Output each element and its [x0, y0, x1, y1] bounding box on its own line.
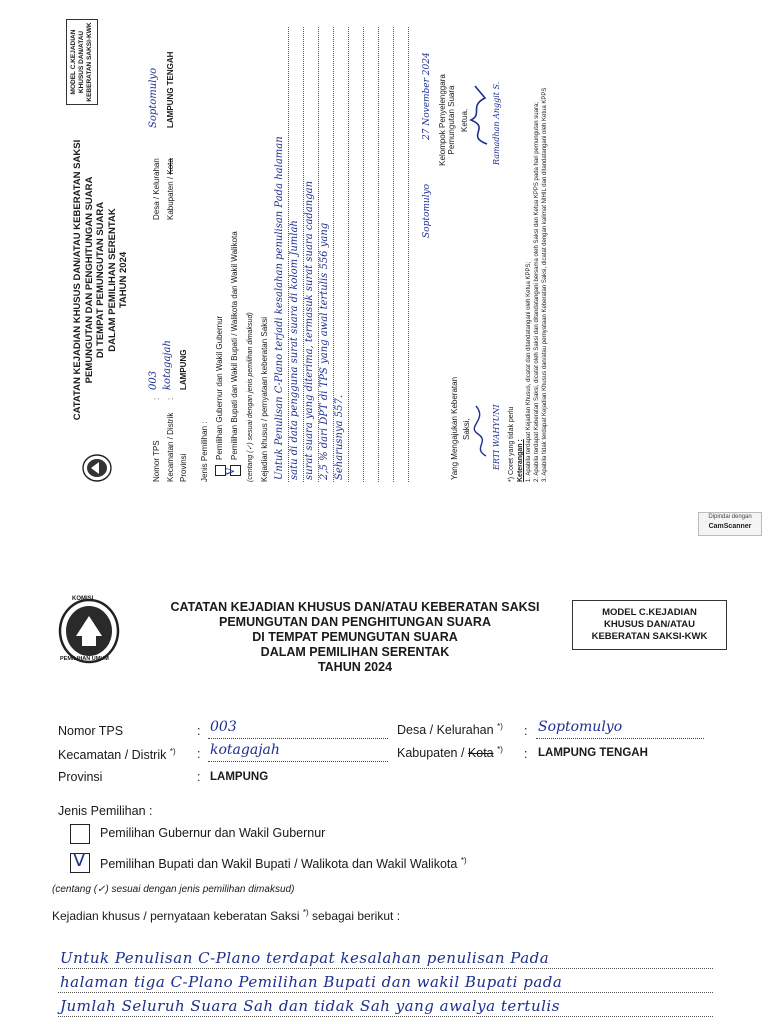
r-kejadian-label: Kejadian khusus / pernyataan keberatan Saksi: [260, 317, 269, 482]
write-line: [58, 992, 713, 993]
field-colon: :: [197, 724, 201, 738]
r-nomor-tps-label: Nomor TPS: [152, 440, 161, 482]
r-saksi-heading: Yang Mengajukan Keberatan: [450, 376, 459, 480]
r-saksi-name: ERTI WAHYUNI: [492, 404, 501, 470]
r-note-item: 3. Apabila tidak terdapat Kejadian Khusus dan/atau pernyataan Keberatan Saksi, dicatat dengan kalimat NIHIL dan ditandatangani oleh Ketua KPPS: [542, 87, 548, 482]
r-place: Soptomulyo: [422, 183, 432, 238]
rotated-document: [60, 22, 715, 500]
rotated-title: CATATAN KEJADIAN KHUSUS DAN/ATAU KEBERATAN SAKSI PEMUNGUTAN DAN PENGHITUNGAN SUARA DI TEMPAT PEMUNGUTAN SUARA DALAM PEMILIHAN SERENTAK TAHUN 2024: [72, 139, 129, 421]
kabupaten-label: Kabupaten / Kota *): [397, 745, 503, 761]
handwritten-line: Jumlah Seluruh Suara Sah dan tidak Sah yang awalya tertulis: [60, 997, 560, 1015]
r-kabupaten-label: Kabupaten / Kota: [166, 158, 175, 220]
kpps-signature-icon: [465, 80, 493, 150]
r-write-line: [348, 27, 349, 482]
r-kpps-heading: Kelompok Penyelenggara Pemungutan Suara: [438, 74, 456, 166]
handwritten-line: Untuk Penulisan C-Plano terdapat kesalahan penulisan Pada: [60, 949, 550, 967]
r-option-gubernur: Pemilihan Gubernur dan Wakil Gubernur: [215, 315, 224, 460]
model-box: MODEL C.KEJADIAN KHUSUS DAN/ATAU KEBERATAN SAKSI-KWK: [572, 600, 727, 650]
r-jenis-label: Jenis Pemilihan :: [200, 421, 209, 482]
dotted-line: [208, 738, 388, 739]
upright-scan-page: [0, 560, 768, 1024]
kejadian-label: Kejadian khusus / pernyataan keberatan Saksi *) sebagai berikut :: [52, 908, 401, 923]
r-kabupaten-value: LAMPUNG TENGAH: [166, 51, 175, 128]
kpu-logo-icon: [82, 454, 112, 482]
rotated-model-box: MODEL C.KEJADIAN KHUSUS DAN/ATAU KEBERATAN SAKSI-KWK: [66, 19, 98, 105]
write-line: [58, 1016, 713, 1017]
r-desa-label: Desa / Kelurahan: [152, 158, 161, 220]
kabupaten-value: LAMPUNG TENGAH: [538, 747, 648, 759]
write-line: [58, 968, 713, 969]
field-colon: :: [197, 747, 201, 761]
r-hand-line: 2,5 % dari DPT di TPS yang awal tertulis 556 yang: [319, 222, 330, 480]
r-hand-line: Seharusnya 557.: [334, 394, 345, 480]
r-checkbox-gubernur: [215, 465, 226, 476]
r-kecamatan-label: Kecamatan / Distrik: [166, 412, 175, 482]
field-colon: :: [524, 747, 528, 761]
jenis-pemilihan-label: Jenis Pemilihan :: [58, 804, 153, 818]
centang-note: (centang (✓) sesuai dengan jenis pemilihan dimaksud): [52, 884, 295, 895]
provinsi-label: Provinsi: [58, 770, 103, 784]
r-kpps-role: Ketua,: [460, 108, 469, 132]
handwritten-line: halaman tiga C-Plano Pemilihan Bupati dan wakil Bupati pada: [60, 973, 563, 991]
r-coret-note: *) Coret yang tidak perlu: [508, 406, 515, 482]
provinsi-value: LAMPUNG: [210, 771, 269, 783]
checkbox-gubernur[interactable]: [70, 824, 90, 844]
r-note-item: 1. Apabila terdapat Kejadian Khusus, dicatat dan ditandatangani oleh Ketua KPPS;: [526, 261, 532, 482]
r-keterangan: Keterangan :: [517, 439, 524, 482]
logo-text-top: KOMISI: [72, 596, 94, 602]
kecamatan-value: kotagajah: [210, 742, 280, 758]
r-option-bupati: Pemilihan Bupati dan Wakil Bupati / Walikota dan Wakil Walikota: [230, 231, 239, 460]
option-gubernur-label: Pemilihan Gubernur dan Wakil Gubernur: [100, 826, 326, 840]
logo-text-bottom: PEMILIHAN UMUM: [60, 656, 109, 662]
r-centang-note: (centang (✓) sesuai dengan jenis pemilihan dimaksud): [247, 312, 254, 482]
saksi-signature-icon: [470, 400, 492, 460]
desa-value: Soptomulyo: [538, 719, 623, 735]
document-title: CATATAN KEJADIAN KHUSUS DAN/ATAU KEBERATAN SAKSI PEMUNGUTAN DAN PENGHITUNGAN SUARA DI TEMPAT PEMUNGUTAN SUARA DALAM PEMILIHAN SERENTAK TAHUN 2024: [170, 600, 540, 674]
r-write-line: [363, 27, 364, 482]
kecamatan-label: Kecamatan / Distrik *): [58, 747, 176, 763]
option-bupati-label: Pemilihan Bupati dan Wakil Bupati / Walikota dan Wakil Walikota *): [100, 856, 467, 872]
field-colon: :: [197, 770, 201, 784]
r-provinsi-label: Provinsi: [179, 453, 188, 482]
nomor-tps-label: Nomor TPS: [58, 724, 124, 738]
dotted-line: [208, 761, 388, 762]
r-kpps-name: Ramadhan Anggit S.: [492, 81, 501, 165]
r-colon: :: [152, 397, 161, 400]
r-hand-line: satu di data pengguna surat suara di kolom Jumlah: [289, 220, 300, 480]
r-write-line: [393, 27, 394, 482]
kpu-logo-icon: [58, 598, 120, 664]
desa-label: Desa / Kelurahan *): [397, 722, 503, 738]
r-desa-value: Soptomulyo: [148, 67, 159, 128]
r-write-line: [408, 27, 409, 482]
check-mark-icon: V: [73, 850, 86, 871]
r-provinsi-value: LAMPUNG: [179, 349, 188, 390]
r-check-mark: V: [226, 467, 237, 475]
dotted-line: [536, 738, 704, 739]
field-colon: :: [524, 724, 528, 738]
r-note-item: 2. Apabila terdapat Keberatan Saksi, dicatat oleh Saksi dan ditandatangani bersama oleh Saksi dan Ketua KPPS pada hari pemungutan suara;: [534, 102, 540, 482]
r-date: 27 November 2024: [422, 52, 432, 140]
r-nomor-tps-value: 003: [148, 370, 159, 390]
r-kecamatan-value: kotagajah: [162, 340, 173, 390]
camscanner-watermark: Dipindai dengan CamScanner: [698, 512, 762, 536]
r-write-line: [378, 27, 379, 482]
r-saksi-label: Saksi,: [462, 418, 471, 440]
r-colon: :: [166, 397, 175, 400]
r-hand-line: Untuk Penulisan C-Plano terjadi kesalahan penulisan Pada halaman: [274, 136, 285, 480]
r-hand-line: surat suara yang diterima, termasuk surat suara cadangan: [304, 180, 315, 480]
checkbox-bupati[interactable]: [70, 850, 90, 873]
nomor-tps-value: 003: [210, 719, 237, 735]
